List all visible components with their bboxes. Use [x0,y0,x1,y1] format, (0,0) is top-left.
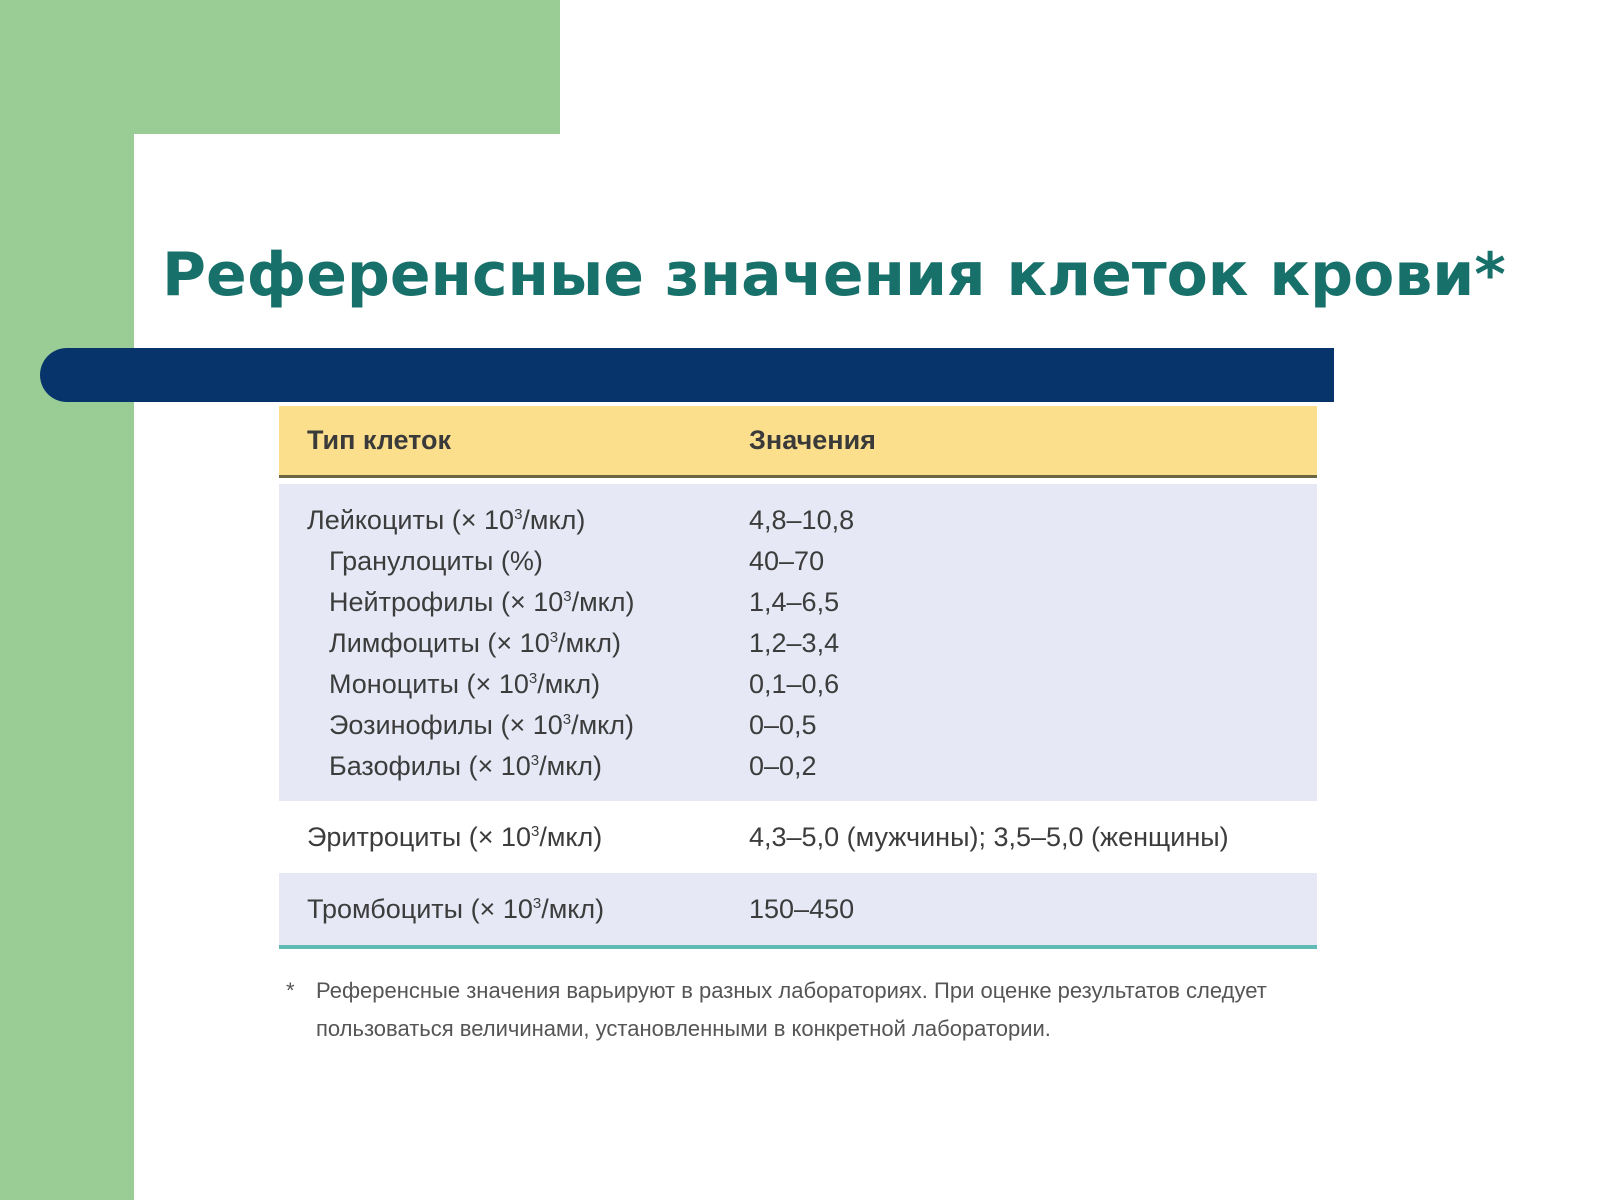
cell-value: 0–0,5 [749,710,817,740]
slide-title: Референсные значения клеток крови* [162,240,1506,310]
table-row [279,664,1317,705]
table-row [279,817,1317,858]
cell-value: 1,4–6,5 [749,587,840,617]
header-cell-values: Значения [749,425,876,455]
table-row [279,541,1317,582]
footnote-text: Референсные значения варьируют в разных лабораториях. При оценке результатов следует пользоваться величинами, установленными в конкретной лаборатории. [316,978,1267,1041]
cell-type: Базофилы (× $10^3/мкл$) [329,751,603,781]
cell-value: 40–70 [749,546,825,576]
thrombocytes-group [279,873,1317,949]
footnote [286,972,1326,1048]
cell-type: Гранулоциты (%) [329,546,543,576]
cell-type: Нейтрофилы (× $10^3/мкл$) [329,587,635,617]
cell-type: Тромбоциты (× $10^3/мкл$) [307,893,605,924]
title-underline-bar [40,348,1334,402]
table-row [279,705,1317,746]
cell-value: 4,8–10,8 [749,505,855,535]
table-row [279,623,1317,664]
footnote-mark: * [286,978,295,1003]
table-row [279,500,1317,541]
cell-value: 4,3–5,0 (мужчины); 3,5–5,0 (женщины) [749,821,1229,852]
cell-value: 150–450 [749,893,855,924]
table-row [279,746,1317,787]
cell-value: 0,1–0,6 [749,669,840,699]
cell-type: Лимфоциты (× $10^3/мкл$) [329,628,621,658]
reference-table [279,406,1317,949]
cell-type: Эозинофилы (× $10^3/мкл$) [329,710,635,740]
cell-type: Моноциты (× $10^3/мкл$) [329,669,601,699]
table-header [279,406,1317,478]
cell-type: Эритроциты (× $10^3/мкл$) [307,821,603,852]
erythrocytes-group [279,801,1317,873]
cell-value: 0–0,2 [749,751,817,781]
cell-value: 1,2–3,4 [749,628,840,658]
table-row [279,889,1317,930]
cell-type: Лейкоциты (× $10^3/мкл$) [307,505,586,535]
leukocytes-group [279,484,1317,801]
header-cell-type: Тип клеток [307,425,452,455]
table-row [279,582,1317,623]
green-left-band [0,0,134,1200]
